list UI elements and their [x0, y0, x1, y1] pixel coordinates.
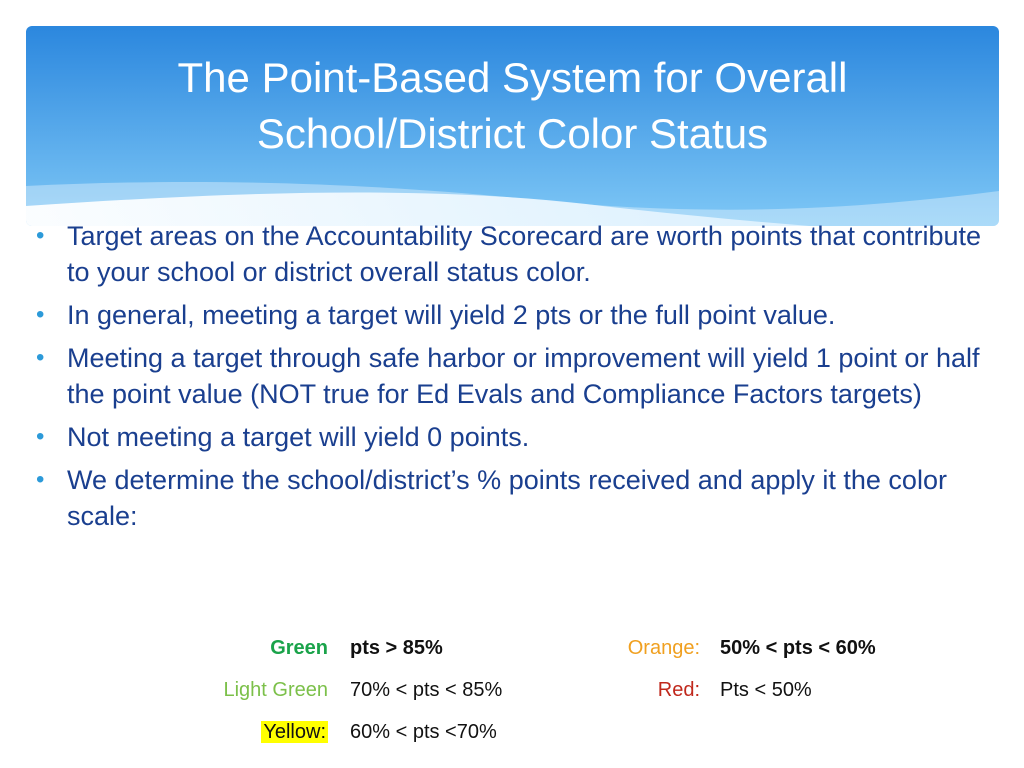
- yellow-range: 60% < pts <70%: [350, 721, 497, 743]
- yellow-label: Yellow:: [263, 721, 326, 743]
- orange-label: Orange:: [627, 637, 700, 659]
- bullet-text: Meeting a target through safe harbor or improvement will yield 1 point or half the point value (NOT true for Ed Evals and Compliance Factors targets): [67, 343, 980, 409]
- bullet-marker-icon: •: [36, 423, 45, 450]
- slide-title-line-2: School/District Color Status: [256, 110, 769, 157]
- bullet-list: [36, 218, 996, 541]
- bullet-text: In general, meeting a target will yield 2 pts or the full point value.: [67, 300, 836, 330]
- orange-range: 50% < pts < 60%: [720, 637, 876, 659]
- color-scale-row: [0, 712, 1024, 752]
- green-label: Green: [270, 637, 328, 659]
- red-range: Pts < 50%: [720, 679, 812, 701]
- bullet-item: [36, 340, 996, 412]
- slide-title-line-1: The Point-Based System for Overall: [177, 54, 848, 101]
- bullet-text: Target areas on the Accountability Scorecard are worth points that contribute to your school or district overall status color.: [67, 221, 982, 287]
- bullet-item: [36, 297, 996, 333]
- red-label: Red:: [657, 679, 700, 701]
- color-scale-row: [0, 670, 1024, 710]
- slide-title: [26, 50, 999, 162]
- bullet-marker-icon: •: [36, 222, 45, 249]
- color-scale-row: [0, 628, 1024, 668]
- bullet-marker-icon: •: [36, 344, 45, 371]
- light-green-label: Light Green: [223, 679, 328, 701]
- yellow-label-wrap: [261, 712, 328, 752]
- light-green-range: 70% < pts < 85%: [350, 679, 503, 701]
- bullet-item: [36, 462, 996, 534]
- green-range: pts > 85%: [350, 637, 443, 659]
- bullet-item: [36, 419, 996, 455]
- bullet-marker-icon: •: [36, 301, 45, 328]
- bullet-marker-icon: •: [36, 466, 45, 493]
- bullet-text: Not meeting a target will yield 0 points.: [67, 422, 530, 452]
- bullet-text: We determine the school/district’s % points received and apply it the color scale:: [67, 465, 947, 531]
- bullet-item: [36, 218, 996, 290]
